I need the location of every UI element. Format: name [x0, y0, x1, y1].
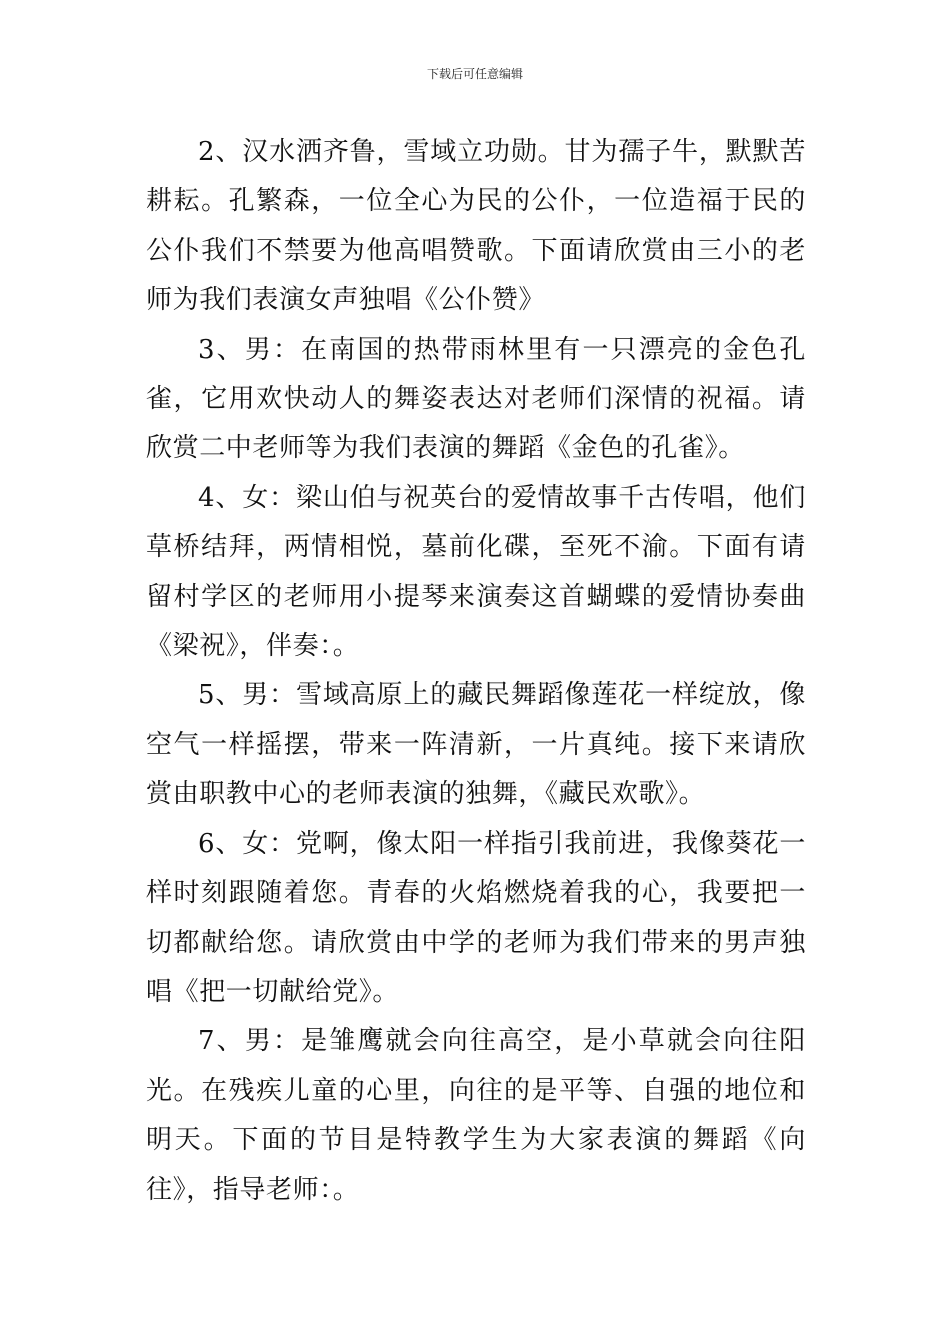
paragraph-item-4: 4、女：梁山伯与祝英台的爱情故事千古传唱，他们草桥结拜，两情相悦，墓前化碟，至死不渝。下面有请留村学区的老师用小提琴来演奏这首蝴蝶的爱情协奏曲《梁祝》，伴奏：。	[146, 482, 806, 662]
page-header: 下载后可任意编辑	[426, 67, 523, 81]
paragraph-item-3: 3、男：在南国的热带雨林里有一只漂亮的金色孔雀，它用欢快动人的舞姿表达对老师们深情的祝福。请欣赏二中老师等为我们表演的舞蹈《金色的孔雀》。	[146, 334, 806, 464]
paragraph-item-7: 7、男：是雏鹰就会向往高空，是小草就会向往阳光。在残疾儿童的心里，向往的是平等、自强的地位和明天。下面的节目是特教学生为大家表演的舞蹈《向往》，指导老师：。	[146, 1026, 806, 1205]
paragraph-item-6: 6、女：党啊，像太阳一样指引我前进，我像葵花一样时刻跟随着您。青春的火焰燃烧着我的心，我要把一切都献给您。请欣赏由中学的老师为我们带来的男声独唱《把一切献给党》。	[146, 828, 806, 1007]
paragraph-item-5: 5、男：雪域高原上的藏民舞蹈像莲花一样绽放，像空气一样摇摆，带来一阵清新，一片真纯。接下来请欣赏由职教中心的老师表演的独舞，《藏民欢歌》。	[146, 680, 806, 810]
paragraph-item-2: 2、汉水洒齐鲁，雪域立功勋。甘为孺子牛，默默苦耕耘。孔繁森，一位全心为民的公仆，一位造福于民的公仆我们不禁要为他高唱赞歌。下面请欣赏由三小的老师为我们表演女声独唱《公仆赞》	[146, 137, 806, 316]
document-body	[146, 128, 806, 1215]
